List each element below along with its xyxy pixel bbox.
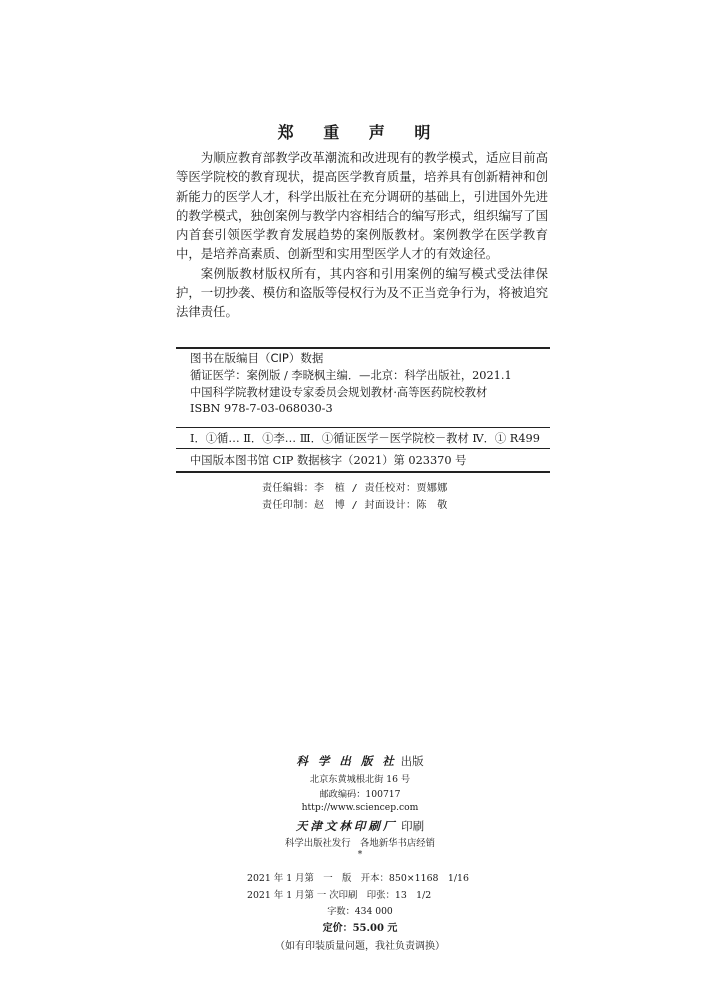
staff-line-editors: 责任编辑：李 植 / 责任校对：贾娜娜 xyxy=(262,483,448,494)
declaration-title: 郑 重 声 明 xyxy=(277,123,443,142)
separator-star: * xyxy=(357,850,363,860)
publisher-suffix: 出版 xyxy=(400,754,424,768)
cip-separator xyxy=(176,448,550,449)
publisher-postcode: 邮政编码：100717 xyxy=(319,789,401,800)
declaration-body xyxy=(176,148,548,322)
quality-notice: （如有印装质量问题，我社负责调换） xyxy=(275,941,445,952)
cip-catalog-line: Ⅰ．①循… Ⅱ．①李… Ⅲ．①循证医学－医学院校－教材 Ⅳ．① R499 xyxy=(190,432,540,445)
cip-data-number: 中国版本图书馆 CIP 数据核字（2021）第 023370 号 xyxy=(190,454,467,467)
cip-line-title: 循证医学：案例版 / 李晓枫主编．—北京：科学出版社，2021.1 xyxy=(190,368,512,382)
printer-name: 天津文林印刷厂 xyxy=(295,819,398,833)
cip-separator xyxy=(176,427,550,428)
publisher-line xyxy=(0,753,720,769)
publisher-website: http://www.sciencep.com xyxy=(301,802,419,813)
edition-line: 2021 年 1 月第 一 版 开本：850×1168 1/16 xyxy=(247,873,469,884)
staff-credits xyxy=(262,480,448,514)
cip-line-isbn: ISBN 978-7-03-068030-3 xyxy=(190,402,333,416)
publisher-address: 北京东黄城根北街 16 号 xyxy=(309,774,411,785)
cip-bottom-rule xyxy=(176,471,550,473)
declaration-paragraph-1: 为顺应教育部教学改革潮流和改进现有的教学模式，适应目前高等医学院校的教育现状，提高医学教育质量，培养具有创新精神和创新能力的医学人才，科学出版社在充分调研的基础上，引进国外先进的教学模式，独创案例与教学内容相结合的编写形式，组织编写了国内首套引领医学教育发展趋势的案例版教材。案例教学在医学教育中，是培养高素质、创新型和实用型医学人才的有效途径。 xyxy=(176,150,548,262)
printer-line xyxy=(0,818,720,834)
distribution-line: 科学出版社发行 各地新华书店经销 xyxy=(284,838,435,849)
cip-line-series: 中国科学院教材建设专家委员会规划教材·高等医药院校教材 xyxy=(190,385,488,399)
printing-line: 2021 年 1 月第 一 次印刷 印张：13 1/2 xyxy=(247,890,432,901)
publisher-name: 科 学 出 版 社 xyxy=(296,754,397,768)
cip-header: 图书在版编目（CIP）数据 xyxy=(190,351,324,365)
printer-suffix: 印刷 xyxy=(401,819,425,833)
staff-line-production: 责任印制：赵 博 / 封面设计：陈 敬 xyxy=(262,500,448,511)
declaration-paragraph-2: 案例版教材版权所有，其内容和引用案例的编写模式受法律保护，一切抄袭、模仿和盗版等侵权行为及不正当竞争行为，将被追究法律责任。 xyxy=(176,265,548,320)
cip-top-rule xyxy=(176,347,550,349)
price: 定价：55.00 元 xyxy=(322,923,398,934)
word-count: 字数：434 000 xyxy=(327,906,393,917)
cip-block xyxy=(190,350,512,418)
